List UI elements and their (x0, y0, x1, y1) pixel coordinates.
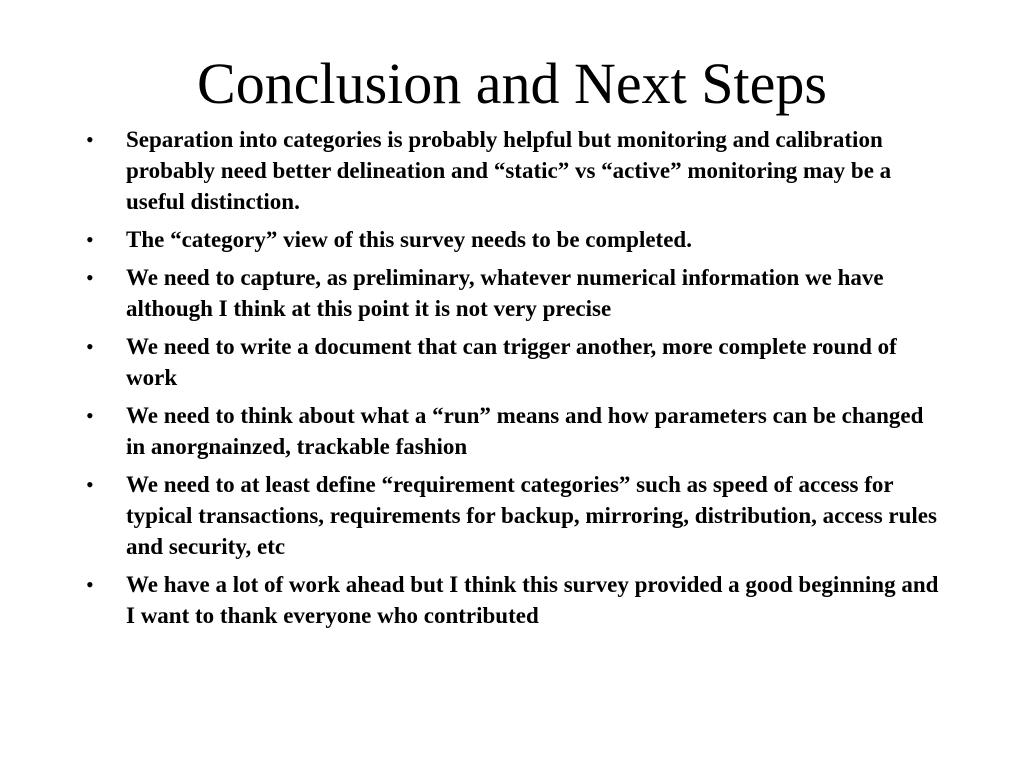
bullet-text: We need to at least define “requirement categories” such as speed of access for typical transactions, requirements for backup, mirroring, distribution, access rules and security, etc (126, 472, 937, 559)
bullet-icon: • (86, 265, 94, 290)
bullet-item-5 (84, 400, 944, 462)
bullet-item-3 (84, 262, 944, 324)
bullet-item-1 (84, 124, 944, 217)
bullet-text: We need to capture, as preliminary, whatever numerical information we have although I think at this point it is not very precise (126, 265, 884, 321)
bullet-icon: • (86, 472, 94, 497)
bullet-text: We need to write a document that can trigger another, more complete round of work (126, 334, 897, 390)
bullet-item-2 (84, 224, 944, 255)
bullet-text: We need to think about what a “run” means and how parameters can be changed in anorgnainzed, trackable fashion (126, 403, 924, 459)
bullet-icon: • (86, 403, 94, 428)
bullet-icon: • (86, 127, 94, 152)
bullet-list (84, 124, 944, 638)
bullet-item-7 (84, 569, 944, 631)
bullet-item-6 (84, 469, 944, 562)
bullet-text: The “category” view of this survey needs to be completed. (126, 227, 692, 252)
bullet-item-4 (84, 331, 944, 393)
bullet-icon: • (86, 334, 94, 359)
bullet-icon: • (86, 227, 94, 252)
bullet-text: We have a lot of work ahead but I think this survey provided a good beginning and I want to thank everyone who contributed (126, 572, 939, 628)
bullet-text: Separation into categories is probably helpful but monitoring and calibration probably need better delineation and “static” vs “active” monitoring may be a useful distinction. (126, 127, 892, 214)
slide-title: Conclusion and Next Steps (197, 51, 827, 116)
bullet-icon: • (86, 572, 94, 597)
